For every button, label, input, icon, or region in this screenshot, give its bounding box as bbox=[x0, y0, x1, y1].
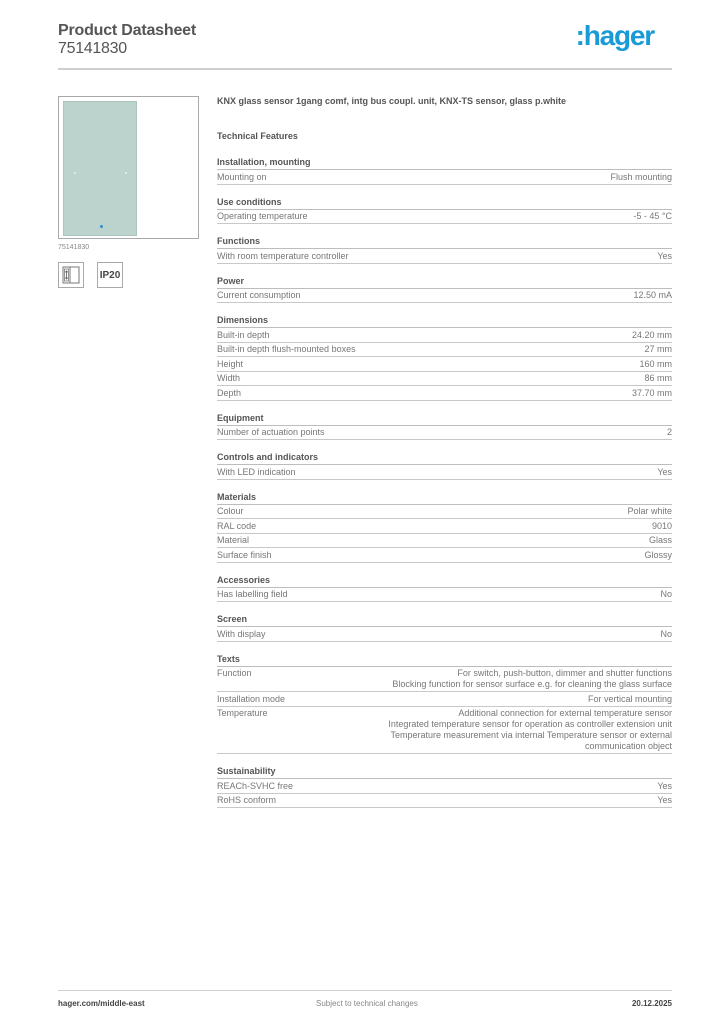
spec-value bbox=[627, 506, 672, 517]
spec-value bbox=[649, 535, 672, 546]
spec-label: Material bbox=[217, 535, 250, 545]
spec-label: Temperature bbox=[217, 708, 268, 718]
spec-value bbox=[392, 668, 672, 690]
spec-row bbox=[217, 170, 672, 185]
spec-label: With LED indication bbox=[217, 466, 296, 477]
section-title: Controls and indicators bbox=[217, 452, 672, 465]
section-title: Installation, mounting bbox=[217, 157, 672, 170]
spec-row bbox=[217, 667, 672, 693]
spec-value bbox=[362, 708, 672, 752]
spec-sections bbox=[217, 157, 672, 808]
ip20-badge bbox=[97, 262, 123, 288]
spec-value-line: Yes bbox=[657, 795, 672, 805]
spec-label: Built-in depth bbox=[217, 329, 270, 340]
spec-row bbox=[217, 328, 672, 343]
spec-row bbox=[217, 627, 672, 642]
spec-label: Built-in depth flush-mounted boxes bbox=[217, 344, 356, 354]
section-title: Texts bbox=[217, 654, 672, 667]
spec-value-line: No bbox=[660, 628, 672, 639]
spec-value bbox=[657, 795, 672, 806]
spec-value bbox=[610, 172, 672, 183]
spec-row bbox=[217, 548, 672, 563]
spec-label: With room temperature controller bbox=[217, 250, 349, 261]
spec-row bbox=[217, 465, 672, 480]
spec-value-line: Yes bbox=[657, 780, 672, 791]
spec-label: RoHS conform bbox=[217, 795, 277, 805]
footer-divider bbox=[58, 990, 672, 991]
spec-value-line: 12.50 mA bbox=[633, 290, 672, 300]
spec-row bbox=[217, 343, 672, 358]
ip20-label: IP20 bbox=[99, 269, 121, 281]
spec-label: Installation mode bbox=[217, 693, 286, 704]
spec-label: Mounting on bbox=[217, 171, 267, 182]
spec-value-line: No bbox=[660, 589, 672, 599]
spec-section bbox=[217, 197, 672, 225]
page-title: Product Datasheet bbox=[58, 22, 196, 39]
spec-value bbox=[657, 781, 672, 792]
spec-value-line: Integrated temperature sensor for operation as controller extension unit bbox=[388, 719, 672, 729]
spec-row bbox=[217, 386, 672, 401]
spec-row bbox=[217, 707, 672, 755]
spec-row bbox=[217, 794, 672, 809]
footer-notice: Subject to technical changes bbox=[316, 999, 418, 1008]
spec-label: Operating temperature bbox=[217, 211, 308, 221]
spec-value bbox=[660, 589, 672, 600]
spec-row bbox=[217, 505, 672, 520]
spec-value-line: 27 mm bbox=[644, 344, 672, 354]
spec-value-line: -5 - 45 °C bbox=[633, 211, 672, 221]
spec-row bbox=[217, 249, 672, 264]
technical-features-title: Technical Features bbox=[217, 131, 298, 141]
spec-label: REACh-SVHC free bbox=[217, 780, 294, 791]
product-number: 75141830 bbox=[58, 40, 127, 57]
spec-value bbox=[657, 251, 672, 262]
spec-row bbox=[217, 692, 672, 707]
spec-section bbox=[217, 654, 672, 755]
spec-value bbox=[644, 344, 672, 355]
spec-value-line: 2 bbox=[666, 427, 672, 437]
spec-section bbox=[217, 413, 672, 441]
spec-value-line: For vertical mounting bbox=[587, 693, 672, 704]
spec-section bbox=[217, 766, 672, 808]
hager-logo: :hager bbox=[575, 20, 654, 51]
spec-row bbox=[217, 588, 672, 603]
flush-mounting-icon bbox=[58, 262, 84, 288]
section-title: Functions bbox=[217, 236, 672, 249]
touch-marker-right bbox=[125, 172, 127, 174]
image-caption: 75141830 bbox=[58, 244, 90, 251]
section-title: Use conditions bbox=[217, 197, 672, 210]
spec-value-line: For switch, push-button, dimmer and shutter functions bbox=[457, 668, 672, 678]
spec-value bbox=[588, 694, 672, 705]
spec-label: Surface finish bbox=[217, 549, 272, 560]
spec-label: Depth bbox=[217, 387, 242, 398]
specifications bbox=[217, 95, 672, 808]
spec-value-line: Blocking function for sensor surface e.g. for cleaning the glass surface bbox=[392, 679, 672, 689]
spec-row bbox=[217, 426, 672, 441]
spec-value bbox=[632, 330, 672, 341]
spec-label: Number of actuation points bbox=[217, 427, 325, 437]
page-header bbox=[58, 20, 672, 70]
spec-label: Has labelling field bbox=[217, 589, 288, 599]
spec-value-line: Additional connection for external temperature sensor bbox=[458, 708, 672, 718]
spec-value-line: Yes bbox=[657, 250, 672, 261]
spec-value-line: 86 mm bbox=[644, 373, 672, 383]
spec-row bbox=[217, 534, 672, 549]
spec-section bbox=[217, 614, 672, 642]
spec-value-line: Glossy bbox=[644, 549, 672, 560]
spec-value-line: Glass bbox=[648, 535, 672, 545]
spec-value bbox=[633, 290, 672, 301]
spec-value bbox=[667, 427, 672, 438]
spec-row bbox=[217, 357, 672, 372]
spec-value-line: Temperature measurement via internal Temperature sensor or external communication object bbox=[390, 730, 672, 751]
spec-row bbox=[217, 210, 672, 225]
spec-row bbox=[217, 372, 672, 387]
header-divider bbox=[58, 68, 672, 70]
spec-value-line: 160 mm bbox=[639, 358, 672, 369]
spec-value bbox=[632, 388, 672, 399]
spec-value bbox=[660, 629, 672, 640]
product-description: KNX glass sensor 1gang comf, intg bus coupl. unit, KNX-TS sensor, glass p.white bbox=[217, 96, 567, 106]
spec-value-line: 37.70 mm bbox=[631, 387, 672, 398]
spec-value-line: 9010 bbox=[651, 520, 672, 531]
spec-label: Current consumption bbox=[217, 290, 301, 300]
section-title: Accessories bbox=[217, 575, 672, 588]
section-title: Materials bbox=[217, 492, 672, 505]
spec-value-line: Flush mounting bbox=[610, 171, 672, 182]
section-title: Power bbox=[217, 276, 672, 289]
spec-value-line: Yes bbox=[657, 466, 672, 477]
section-title: Sustainability bbox=[217, 766, 672, 779]
spec-label: Height bbox=[217, 358, 244, 369]
footer-website[interactable]: hager.com/middle-east bbox=[58, 999, 145, 1008]
spec-section bbox=[217, 157, 672, 185]
led-indicator bbox=[100, 225, 103, 228]
spec-section bbox=[217, 492, 672, 563]
spec-label: RAL code bbox=[217, 520, 257, 531]
spec-row bbox=[217, 289, 672, 304]
spec-section bbox=[217, 315, 672, 401]
spec-value bbox=[644, 550, 672, 561]
section-title: Dimensions bbox=[217, 315, 672, 328]
touch-marker-left bbox=[74, 172, 76, 174]
glass-sensor-illustration bbox=[63, 101, 137, 236]
spec-section bbox=[217, 452, 672, 480]
spec-section bbox=[217, 575, 672, 603]
spec-value bbox=[657, 467, 672, 478]
spec-value bbox=[633, 211, 672, 222]
spec-value bbox=[652, 521, 672, 532]
section-title: Screen bbox=[217, 614, 672, 627]
spec-value-line: 24.20 mm bbox=[631, 329, 672, 340]
spec-label: Function bbox=[217, 668, 252, 678]
spec-label: Colour bbox=[217, 506, 244, 516]
spec-value bbox=[644, 373, 672, 384]
spec-row bbox=[217, 779, 672, 794]
section-title: Equipment bbox=[217, 413, 672, 426]
product-image bbox=[58, 96, 199, 239]
spec-label: Width bbox=[217, 373, 241, 383]
spec-section bbox=[217, 236, 672, 264]
spec-row bbox=[217, 519, 672, 534]
footer-date: 20.12.2025 bbox=[631, 999, 672, 1008]
spec-value bbox=[639, 359, 672, 370]
spec-value-line: Polar white bbox=[627, 506, 672, 516]
spec-label: With display bbox=[217, 628, 266, 639]
spec-section bbox=[217, 276, 672, 304]
